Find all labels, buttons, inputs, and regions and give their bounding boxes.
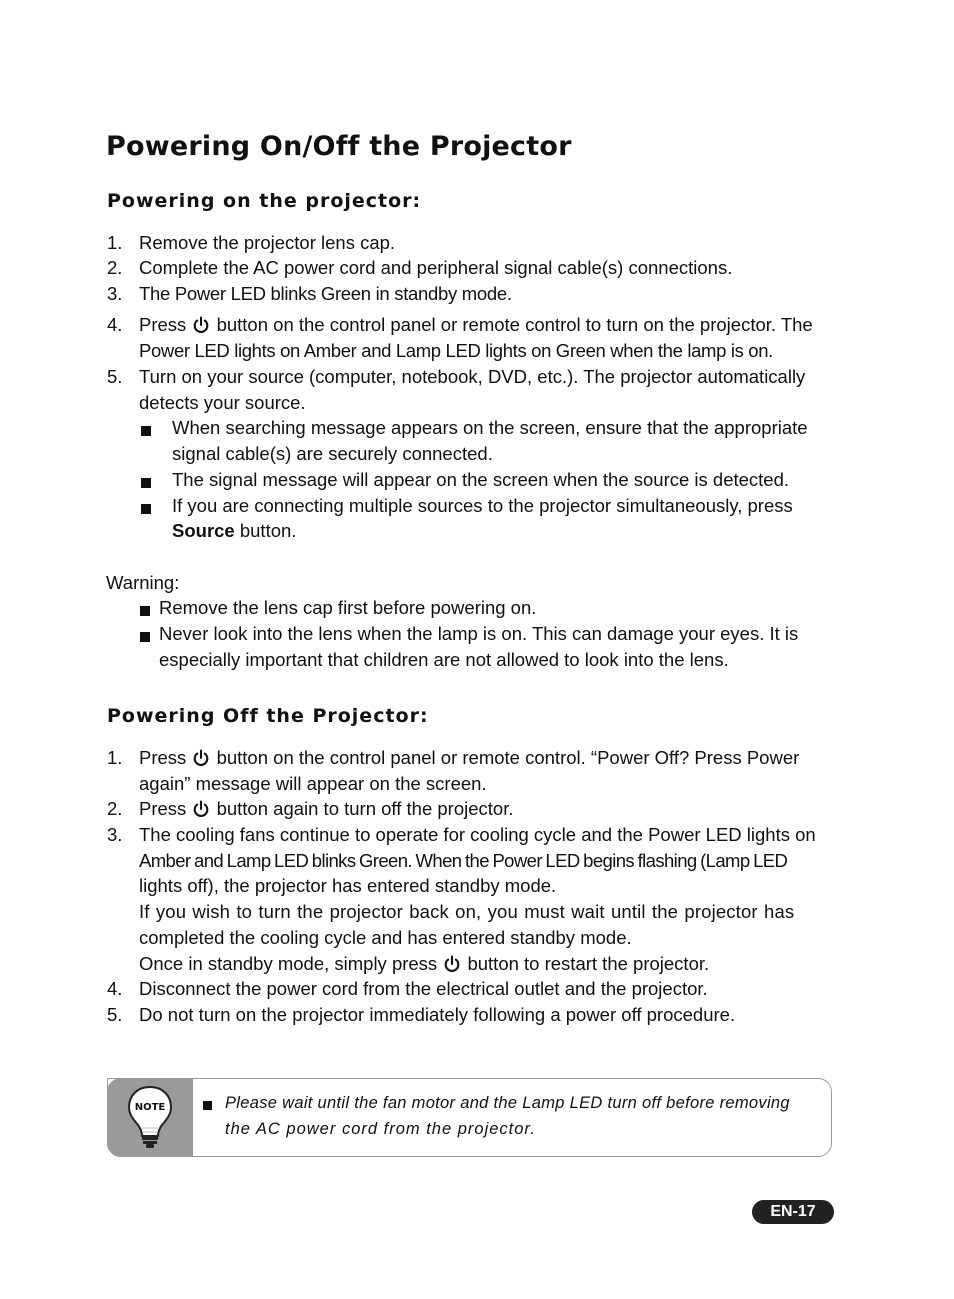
step-text: Disconnect the power cord from the electrical outlet and the projector.: [139, 978, 708, 999]
source-button-label: Source: [172, 520, 235, 541]
bullet-text-after: button.: [239, 520, 297, 541]
warning-text-continued: especially important that children are not allowed to look into the lens.: [159, 649, 729, 670]
step-text: The cooling fans continue to operate for cooling cycle and the Power LED lights on: [139, 824, 816, 845]
step-text-pre: Press: [139, 314, 187, 335]
step-text-continued: completed the cooling cycle and has entered standby mode.: [139, 927, 632, 948]
step-text-pre: Press: [139, 747, 187, 768]
power-icon: [192, 800, 210, 818]
square-bullet: [203, 1101, 212, 1110]
step-text-continued: again” message will appear on the screen.: [139, 773, 487, 794]
power-icon: [192, 316, 210, 334]
warning-label: Warning:: [106, 572, 180, 593]
note-text: Please wait until the fan motor and the Lamp LED turn off before removing: [225, 1094, 790, 1112]
step-text: The Power LED blinks Green in standby mode.: [139, 283, 512, 304]
step-text: Remove the projector lens cap.: [139, 232, 396, 253]
step-text-continued: If you wish to turn the projector back on, you must wait until the projector has: [139, 901, 795, 922]
bullet-text: The signal message will appear on the screen when the source is detected.: [172, 469, 790, 490]
step-text: [139, 312, 813, 338]
step-number: 1.: [107, 747, 123, 768]
step-number: 2.: [107, 257, 123, 278]
step-number: 1.: [107, 232, 123, 253]
step-text-post: button on the control panel or remote control. “Power Off? Press Power: [216, 747, 800, 768]
step-text-continued: detects your source.: [139, 392, 306, 413]
power-icon: [192, 749, 210, 767]
step-text-pre: Press: [139, 798, 187, 819]
warning-text: Never look into the lens when the lamp is on. This can damage your eyes. It is: [159, 623, 799, 644]
note-text-continued: the AC power cord from the projector.: [225, 1120, 536, 1138]
step-text: Complete the AC power cord and peripheral signal cable(s) connections.: [139, 257, 733, 278]
page-number-badge: EN-17: [752, 1200, 834, 1224]
bullet-text: When searching message appears on the screen, ensure that the appropriate: [172, 417, 808, 438]
bullet-text-continued: [172, 518, 296, 544]
step-number: 4.: [107, 978, 123, 999]
step-number: 5.: [107, 366, 123, 387]
square-bullet: [141, 504, 151, 514]
step-text-pre: Once in standby mode, simply press: [139, 953, 438, 974]
step-text-continued: Amber and Lamp LED blinks Green. When the Power LED begins flashing (Lamp LED: [139, 850, 788, 871]
step-text-post: button again to turn off the projector.: [216, 798, 514, 819]
step-number: 3.: [107, 283, 123, 304]
step-text-post: button on the control panel or remote control to turn on the projector. The: [216, 314, 813, 335]
section-heading-powering-off: Powering Off the Projector:: [107, 705, 429, 727]
step-text-continued: Power LED lights on Amber and Lamp LED lights on Green when the lamp is on.: [139, 340, 773, 361]
square-bullet: [140, 632, 150, 642]
step-text-continued: lights off), the projector has entered standby mode.: [139, 875, 557, 896]
step-number: 3.: [107, 824, 123, 845]
square-bullet: [141, 478, 151, 488]
bullet-text-continued: signal cable(s) are securely connected.: [172, 443, 493, 464]
warning-text: Remove the lens cap first before powering on.: [159, 597, 537, 618]
step-text: [139, 796, 513, 822]
step-text: [139, 745, 799, 771]
section-heading-powering-on: Powering on the projector:: [107, 190, 422, 212]
step-text-post: button to restart the projector.: [467, 953, 710, 974]
step-text-continued: [139, 951, 709, 977]
page-title: Powering On/Off the Projector: [106, 131, 572, 162]
step-number: 4.: [107, 314, 123, 335]
square-bullet: [140, 606, 150, 616]
step-text: Do not turn on the projector immediately following a power off procedure.: [139, 1004, 736, 1025]
lightbulb-note-icon: [126, 1084, 174, 1150]
step-number: 2.: [107, 798, 123, 819]
bullet-text: If you are connecting multiple sources to the projector simultaneously, press: [172, 495, 793, 516]
power-icon: [443, 955, 461, 973]
step-text: Turn on your source (computer, notebook, DVD, etc.). The projector automatically: [139, 366, 806, 387]
step-number: 5.: [107, 1004, 123, 1025]
note-icon-label: NOTE: [134, 1102, 166, 1113]
square-bullet: [141, 426, 151, 436]
